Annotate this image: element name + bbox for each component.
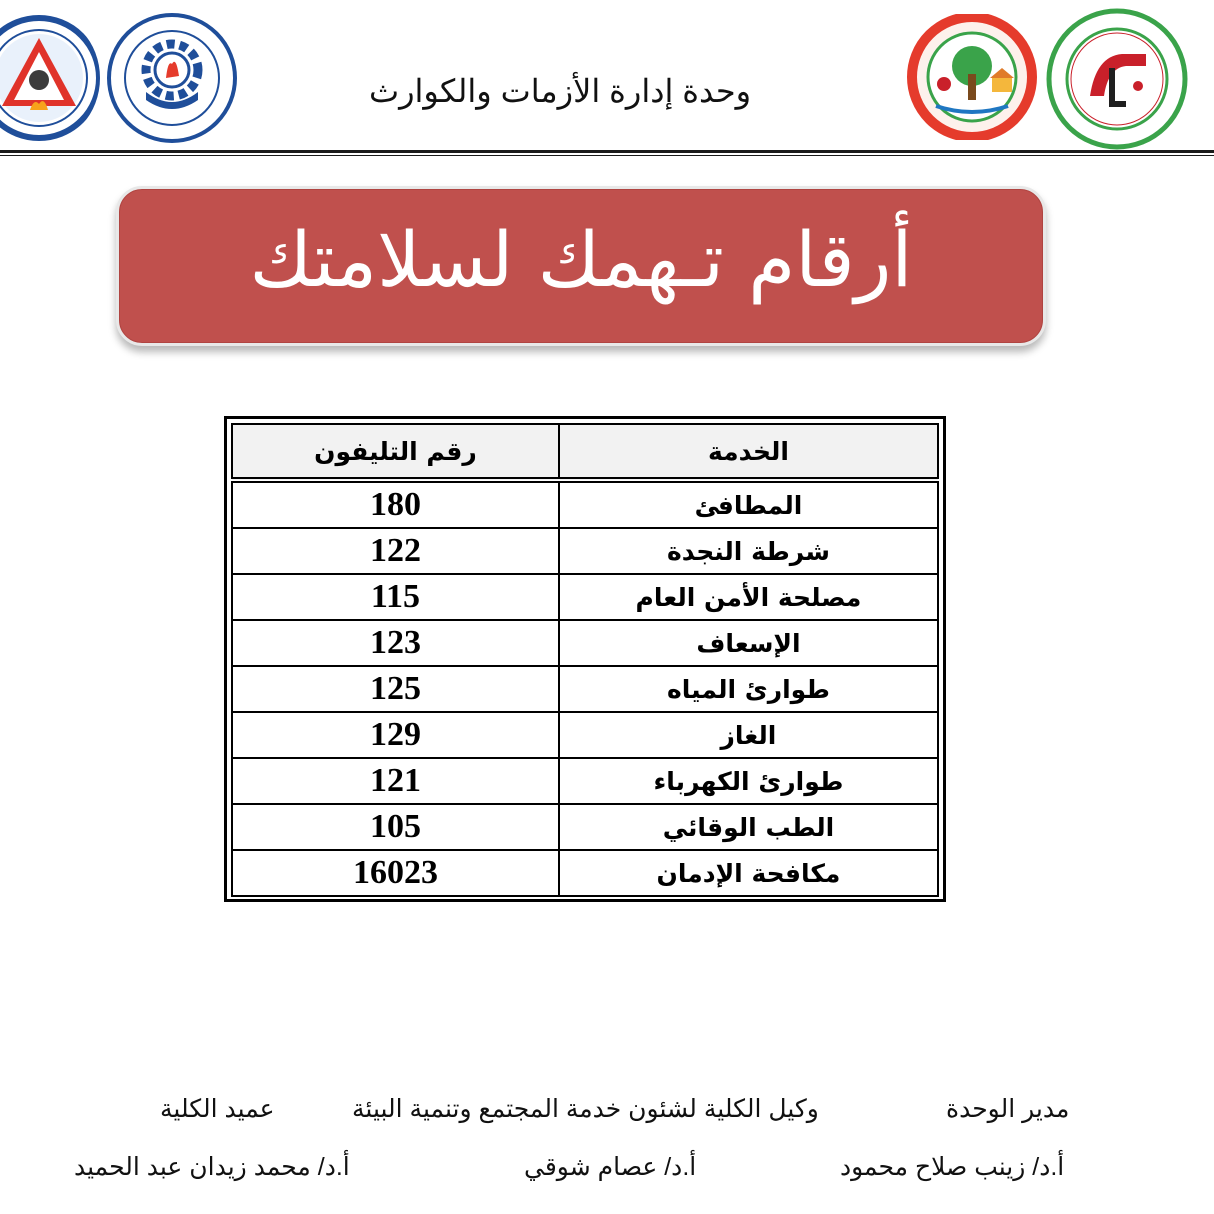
table-row [232,666,938,712]
service-cell: شرطة النجدة [559,528,938,574]
phone-cell: 123 [232,620,559,666]
table-row [232,620,938,666]
header-service: الخدمة [559,424,938,480]
signature-name-dean: أ.د/ محمد زيدان عبد الحميد [74,1153,350,1181]
faculty-accreditation-seal [1046,8,1188,150]
phone-cell: 16023 [232,850,559,896]
header-divider [0,150,1214,153]
safety-warning-seal [0,12,100,144]
header-phone: رقم التليفون [232,424,559,480]
phone-cell: 121 [232,758,559,804]
table-header-row [232,424,938,480]
phone-cell: 105 [232,804,559,850]
service-cell: الإسعاف [559,620,938,666]
table-row [232,528,938,574]
phone-cell: 122 [232,528,559,574]
phone-cell: 115 [232,574,559,620]
service-cell: الغاز [559,712,938,758]
signature-name-vice-dean: أ.د/ عصام شوقي [524,1153,697,1181]
table-row [232,758,938,804]
phone-table-frame [224,416,946,902]
service-cell: الطب الوقائي [559,804,938,850]
crisis-management-unit-seal [106,12,238,144]
phone-cell: 129 [232,712,559,758]
service-cell: مكافحة الإدمان [559,850,938,896]
title-banner [116,186,1046,346]
table-row [232,480,938,528]
table-row [232,574,938,620]
phone-cell: 180 [232,480,559,528]
table-row [232,712,938,758]
signature-title-dean: عميد الكلية [160,1095,275,1123]
table-row [232,850,938,896]
signature-name-unit-director: أ.د/ زينب صلاح محمود [840,1153,1065,1181]
banner-title: أرقام تـهمك لسلامتك [249,215,913,304]
service-cell: طوارئ الكهرباء [559,758,938,804]
phone-table [231,423,939,897]
signature-title-vice-dean: وكيل الكلية لشئون خدمة المجتمع وتنمية البيئة [352,1095,819,1123]
community-service-seal [906,14,1038,140]
service-cell: المطافئ [559,480,938,528]
header-divider-thin [0,155,1214,156]
phone-cell: 125 [232,666,559,712]
table-row [232,804,938,850]
signature-title-unit-director: مدير الوحدة [946,1095,1070,1123]
service-cell: مصلحة الأمن العام [559,574,938,620]
service-cell: طوارئ المياه [559,666,938,712]
unit-title: وحدة إدارة الأزمات والكوارث [368,73,752,109]
